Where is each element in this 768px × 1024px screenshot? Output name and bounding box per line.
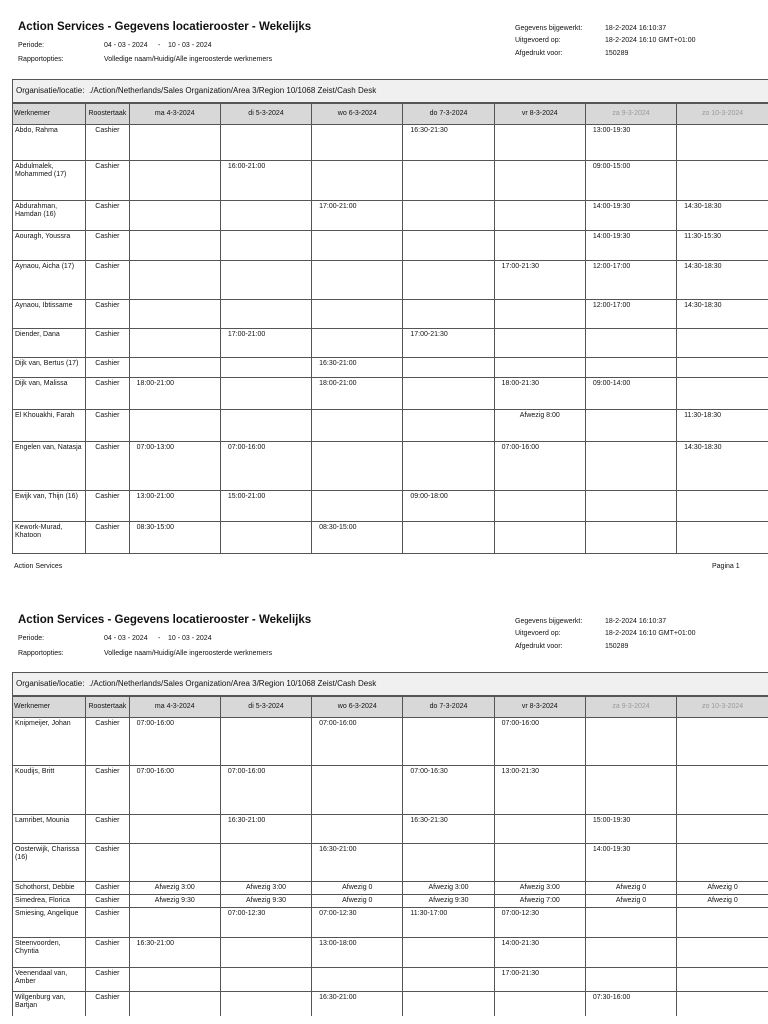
- shift-cell: [312, 329, 403, 358]
- shift-cell: 17:00-21:30: [494, 968, 585, 992]
- shift-cell: [585, 908, 676, 938]
- org-label: Organisatie/locatie:: [16, 679, 85, 688]
- roster-task: Cashier: [86, 882, 130, 895]
- shift-cell: 16:30-21:30: [403, 815, 494, 844]
- employee-name: Dijk van, Bertus (17): [13, 358, 86, 378]
- shift-cell: [494, 844, 585, 882]
- shift-cell: [403, 410, 494, 442]
- shift-cell: 13:00-19:30: [585, 125, 676, 161]
- shift-cell: 07:00-16:30: [403, 766, 494, 815]
- roster-task: Cashier: [86, 908, 130, 938]
- shift-cell: [677, 161, 768, 201]
- report-title: Action Services - Gegevens locatierooster - Wekelijks: [18, 614, 312, 626]
- shift-cell: [129, 358, 220, 378]
- shift-cell: 14:00-19:30: [585, 844, 676, 882]
- shift-cell: [312, 815, 403, 844]
- shift-cell: [312, 231, 403, 261]
- shift-cell: [220, 358, 311, 378]
- shift-cell: [585, 766, 676, 815]
- shift-cell: 13:00-18:00: [312, 938, 403, 968]
- shift-cell: [403, 718, 494, 766]
- shift-cell: [677, 329, 768, 358]
- shift-cell: [585, 442, 676, 491]
- employee-name: Diender, Dana: [13, 329, 86, 358]
- shift-cell: 07:00-16:00: [220, 766, 311, 815]
- shift-cell: 17:00-21:30: [494, 261, 585, 300]
- table-row: [13, 718, 768, 766]
- employee-name: Smiesing, Angelique: [13, 908, 86, 938]
- shift-cell: 14:00-19:30: [585, 201, 676, 231]
- shift-cell: 16:00-21:00: [220, 161, 311, 201]
- org-label: Organisatie/locatie:: [16, 86, 85, 95]
- shift-cell: 09:00-15:00: [585, 161, 676, 201]
- uitgevoerd-value: 18-2-2024 16:10 GMT+01:00: [605, 37, 696, 44]
- shift-cell: [494, 358, 585, 378]
- periode-label: Periode:: [18, 42, 45, 49]
- shift-cell: 07:00-13:00: [129, 442, 220, 491]
- shift-cell: [403, 201, 494, 231]
- shift-cell: [677, 718, 768, 766]
- rapport-label: Rapportopties:: [18, 56, 64, 63]
- shift-cell: [677, 908, 768, 938]
- column-header-day: vr 8-3-2024: [494, 697, 585, 718]
- table-row: [13, 201, 768, 231]
- column-header-employee: Werknemer: [13, 104, 86, 125]
- roster-task: Cashier: [86, 968, 130, 992]
- shift-cell: [403, 522, 494, 553]
- shift-cell: [312, 491, 403, 522]
- shift-cell: [220, 300, 311, 329]
- column-header-day: do 7-3-2024: [403, 104, 494, 125]
- employee-name: Ewijk van, Thijn (16): [13, 491, 86, 522]
- shift-cell: 11:30-17:00: [403, 908, 494, 938]
- shift-cell: [403, 378, 494, 410]
- shift-cell: [403, 300, 494, 329]
- table-row: [13, 882, 768, 895]
- table-row: [13, 938, 768, 968]
- shift-cell: Afwezig 0: [677, 882, 768, 895]
- column-header-day: di 5-3-2024: [220, 697, 311, 718]
- roster-task: Cashier: [86, 491, 130, 522]
- roster-task: Cashier: [86, 261, 130, 300]
- shift-cell: 07:00-12:30: [494, 908, 585, 938]
- column-header-day: wo 6-3-2024: [312, 697, 403, 718]
- header-row: [13, 697, 768, 718]
- periode-end: 10 - 03 - 2024: [168, 42, 212, 49]
- shift-cell: [220, 718, 311, 766]
- shift-cell: [494, 161, 585, 201]
- shift-cell: [220, 201, 311, 231]
- shift-cell: [494, 125, 585, 161]
- shift-cell: 16:30-21:00: [312, 358, 403, 378]
- afgedrukt-value: 150289: [605, 50, 629, 57]
- shift-cell: [677, 815, 768, 844]
- org-location: [13, 673, 768, 696]
- periode-separator: -: [158, 42, 161, 49]
- table-row: [13, 442, 768, 491]
- shift-cell: [403, 358, 494, 378]
- periode-separator: -: [158, 635, 161, 642]
- employee-name: Abdurahman, Hamdan (16): [13, 201, 86, 231]
- shift-cell: [585, 329, 676, 358]
- roster-task: Cashier: [86, 410, 130, 442]
- column-header-employee: Werknemer: [13, 697, 86, 718]
- column-header-day: wo 6-3-2024: [312, 104, 403, 125]
- shift-cell: [403, 442, 494, 491]
- shift-cell: [677, 844, 768, 882]
- shift-cell: [312, 261, 403, 300]
- shift-cell: [403, 231, 494, 261]
- roster-task: Cashier: [86, 201, 130, 231]
- shift-cell: [494, 992, 585, 1016]
- shift-cell: 07:00-16:00: [494, 718, 585, 766]
- shift-cell: [677, 378, 768, 410]
- shift-cell: 08:30-15:00: [312, 522, 403, 553]
- rapport-value: Volledige naam/Huidig/Alle ingeroosterde werknemers: [104, 56, 273, 63]
- roster-task: Cashier: [86, 125, 130, 161]
- shift-cell: [220, 231, 311, 261]
- shift-cell: [677, 968, 768, 992]
- table-row: [13, 766, 768, 815]
- schedule-table: [13, 696, 768, 1016]
- table-row: [13, 815, 768, 844]
- org-value: ./Action/Netherlands/Sales Organization/Area 3/Region 10/1068 Zeist/Cash Desk: [88, 86, 377, 95]
- shift-cell: [312, 442, 403, 491]
- shift-cell: 16:30-21:00: [312, 844, 403, 882]
- roster-task: Cashier: [86, 522, 130, 553]
- shift-cell: [220, 410, 311, 442]
- shift-cell: Afwezig 3:00: [220, 882, 311, 895]
- shift-cell: [585, 718, 676, 766]
- shift-cell: 11:30-18:30: [677, 410, 768, 442]
- column-header-day: zo 10-3-2024: [677, 104, 768, 125]
- roster-task: Cashier: [86, 300, 130, 329]
- shift-cell: [129, 161, 220, 201]
- shift-cell: 18:00-21:00: [312, 378, 403, 410]
- employee-name: Abdo, Rahma: [13, 125, 86, 161]
- periode-label: Periode:: [18, 635, 45, 642]
- shift-cell: 17:00-21:30: [403, 329, 494, 358]
- roster-task: Cashier: [86, 938, 130, 968]
- employee-name: Knipmeijer, Johan: [13, 718, 86, 766]
- shift-cell: [585, 938, 676, 968]
- shift-cell: Afwezig 3:00: [403, 882, 494, 895]
- shift-cell: 14:30-18:30: [677, 261, 768, 300]
- shift-cell: 14:30-18:30: [677, 201, 768, 231]
- shift-cell: [220, 992, 311, 1016]
- employee-name: Lamribet, Mounia: [13, 815, 86, 844]
- employee-name: El Khouakhi, Farah: [13, 410, 86, 442]
- shift-cell: 07:00-12:30: [220, 908, 311, 938]
- employee-name: Aynaou, Ibtissame: [13, 300, 86, 329]
- column-header-day: zo 10-3-2024: [677, 697, 768, 718]
- shift-cell: [677, 491, 768, 522]
- shift-cell: [403, 938, 494, 968]
- column-header-task: Roostertaak: [86, 104, 130, 125]
- shift-cell: Afwezig 0: [585, 895, 676, 908]
- shift-cell: 16:30-21:00: [129, 938, 220, 968]
- shift-cell: 07:00-16:00: [129, 718, 220, 766]
- shift-cell: 07:00-16:00: [494, 442, 585, 491]
- shift-cell: 12:00-17:00: [585, 300, 676, 329]
- table-row: [13, 378, 768, 410]
- shift-cell: Afwezig 8:00: [494, 410, 585, 442]
- table-row: [13, 844, 768, 882]
- shift-cell: 13:00-21:30: [494, 766, 585, 815]
- table-row: [13, 161, 768, 201]
- employee-name: Dijk van, Malissa: [13, 378, 86, 410]
- shift-cell: [220, 378, 311, 410]
- table-row: [13, 908, 768, 938]
- employee-name: Engelen van, Natasja: [13, 442, 86, 491]
- afgedrukt-label: Afgedrukt voor:: [515, 50, 563, 57]
- shift-cell: [585, 358, 676, 378]
- shift-cell: [585, 522, 676, 553]
- shift-cell: Afwezig 7:00: [494, 895, 585, 908]
- shift-cell: 16:30-21:30: [403, 125, 494, 161]
- shift-cell: Afwezig 9:30: [129, 895, 220, 908]
- shift-cell: [403, 968, 494, 992]
- shift-cell: [494, 300, 585, 329]
- shift-cell: [677, 522, 768, 553]
- shift-cell: [403, 992, 494, 1016]
- table-row: [13, 231, 768, 261]
- shift-cell: 07:00-12:30: [312, 908, 403, 938]
- table-row: [13, 992, 768, 1016]
- shift-cell: [220, 522, 311, 553]
- periode-start: 04 - 03 - 2024: [104, 635, 148, 642]
- afgedrukt-value: 150289: [605, 643, 629, 650]
- shift-cell: 07:00-16:00: [129, 766, 220, 815]
- table-row: [13, 968, 768, 992]
- shift-cell: [403, 261, 494, 300]
- shift-cell: Afwezig 0: [677, 895, 768, 908]
- shift-cell: Afwezig 9:30: [403, 895, 494, 908]
- shift-cell: [220, 125, 311, 161]
- shift-cell: 18:00-21:30: [494, 378, 585, 410]
- schedule-table: [13, 103, 768, 553]
- shift-cell: [312, 300, 403, 329]
- uitgevoerd-label: Uitgevoerd op:: [515, 37, 561, 44]
- table-row: [13, 125, 768, 161]
- table-row: [13, 522, 768, 553]
- footer-left: Action Services: [14, 563, 63, 570]
- shift-cell: 14:00-19:30: [585, 231, 676, 261]
- roster-task: Cashier: [86, 718, 130, 766]
- org-location: [13, 80, 768, 103]
- shift-cell: 11:30-15:30: [677, 231, 768, 261]
- shift-cell: 14:00-21:30: [494, 938, 585, 968]
- roster-task: Cashier: [86, 992, 130, 1016]
- table-row: [13, 410, 768, 442]
- shift-cell: [129, 410, 220, 442]
- roster-task: Cashier: [86, 329, 130, 358]
- schedule-frame: [12, 672, 768, 1016]
- shift-cell: 17:00-21:00: [312, 201, 403, 231]
- shift-cell: 12:00-17:00: [585, 261, 676, 300]
- roster-task: Cashier: [86, 161, 130, 201]
- table-row: [13, 261, 768, 300]
- shift-cell: [129, 261, 220, 300]
- table-row: [13, 329, 768, 358]
- column-header-day: do 7-3-2024: [403, 697, 494, 718]
- shift-cell: [220, 261, 311, 300]
- employee-name: Schothorst, Debbie: [13, 882, 86, 895]
- bijgewerkt-label: Gegevens bijgewerkt:: [515, 25, 583, 32]
- shift-cell: 13:00-21:00: [129, 491, 220, 522]
- roster-task: Cashier: [86, 378, 130, 410]
- employee-name: Simedrea, Florica: [13, 895, 86, 908]
- periode-start: 04 - 03 - 2024: [104, 42, 148, 49]
- shift-cell: [677, 992, 768, 1016]
- table-row: [13, 491, 768, 522]
- shift-cell: Afwezig 3:00: [494, 882, 585, 895]
- shift-cell: [312, 766, 403, 815]
- shift-cell: [677, 125, 768, 161]
- shift-cell: [677, 938, 768, 968]
- bijgewerkt-value: 18-2-2024 16:10:37: [605, 25, 667, 32]
- shift-cell: [677, 766, 768, 815]
- roster-task: Cashier: [86, 231, 130, 261]
- shift-cell: [494, 491, 585, 522]
- shift-cell: [129, 968, 220, 992]
- table-row: [13, 895, 768, 908]
- employee-name: Steenvoorden, Chyntia: [13, 938, 86, 968]
- rapport-label: Rapportopties:: [18, 650, 64, 657]
- roster-task: Cashier: [86, 766, 130, 815]
- shift-cell: [403, 844, 494, 882]
- shift-cell: 09:00-14:00: [585, 378, 676, 410]
- shift-cell: [494, 231, 585, 261]
- employee-name: Wilgenburg van, Bartjan: [13, 992, 86, 1016]
- shift-cell: [494, 329, 585, 358]
- table-row: [13, 358, 768, 378]
- employee-name: Oosterwijk, Charissa (16): [13, 844, 86, 882]
- shift-cell: Afwezig 0: [312, 882, 403, 895]
- afgedrukt-label: Afgedrukt voor:: [515, 643, 563, 650]
- uitgevoerd-value: 18-2-2024 16:10 GMT+01:00: [605, 630, 696, 637]
- employee-name: Koudijs, Britt: [13, 766, 86, 815]
- bijgewerkt-label: Gegevens bijgewerkt:: [515, 618, 583, 625]
- shift-cell: [494, 201, 585, 231]
- shift-cell: [677, 358, 768, 378]
- column-header-day: di 5-3-2024: [220, 104, 311, 125]
- shift-cell: 18:00-21:00: [129, 378, 220, 410]
- shift-cell: 14:30-18:30: [677, 442, 768, 491]
- roster-task: Cashier: [86, 815, 130, 844]
- shift-cell: [129, 908, 220, 938]
- shift-cell: [312, 161, 403, 201]
- shift-cell: Afwezig 9:30: [220, 895, 311, 908]
- column-header-day: za 9-3-2024: [585, 697, 676, 718]
- shift-cell: [129, 300, 220, 329]
- employee-name: Veenendaal van, Amber: [13, 968, 86, 992]
- employee-name: Kework-Murad, Khatoon: [13, 522, 86, 553]
- column-header-day: vr 8-3-2024: [494, 104, 585, 125]
- shift-cell: [585, 968, 676, 992]
- shift-cell: 08:30-15:00: [129, 522, 220, 553]
- shift-cell: Afwezig 0: [585, 882, 676, 895]
- shift-cell: [129, 329, 220, 358]
- shift-cell: [129, 844, 220, 882]
- footer-page-number: Pagina 1: [712, 563, 740, 570]
- report-page-2: [0, 595, 768, 1024]
- employee-name: Aynaou, Aicha (17): [13, 261, 86, 300]
- report-title: Action Services - Gegevens locatierooster - Wekelijks: [18, 21, 312, 33]
- roster-task: Cashier: [86, 442, 130, 491]
- shift-cell: Afwezig 0: [312, 895, 403, 908]
- uitgevoerd-label: Uitgevoerd op:: [515, 630, 561, 637]
- shift-cell: [129, 231, 220, 261]
- shift-cell: 07:00-16:00: [220, 442, 311, 491]
- shift-cell: [312, 410, 403, 442]
- shift-cell: [494, 522, 585, 553]
- roster-task: Cashier: [86, 358, 130, 378]
- roster-task: Cashier: [86, 844, 130, 882]
- shift-cell: 15:00-19:30: [585, 815, 676, 844]
- table-row: [13, 300, 768, 329]
- employee-name: Aouragh, Youssra: [13, 231, 86, 261]
- periode-end: 10 - 03 - 2024: [168, 635, 212, 642]
- column-header-day: ma 4-3-2024: [129, 104, 220, 125]
- bijgewerkt-value: 18-2-2024 16:10:37: [605, 618, 667, 625]
- shift-cell: 16:30-21:00: [220, 815, 311, 844]
- shift-cell: 14:30-18:30: [677, 300, 768, 329]
- shift-cell: 15:00-21:00: [220, 491, 311, 522]
- rapport-value: Volledige naam/Huidig/Alle ingeroosterde werknemers: [104, 650, 273, 657]
- column-header-day: za 9-3-2024: [585, 104, 676, 125]
- shift-cell: 07:30-16:00: [585, 992, 676, 1016]
- header-row: [13, 104, 768, 125]
- shift-cell: 09:00-18:00: [403, 491, 494, 522]
- shift-cell: [220, 968, 311, 992]
- shift-cell: [312, 968, 403, 992]
- column-header-day: ma 4-3-2024: [129, 697, 220, 718]
- shift-cell: [585, 410, 676, 442]
- shift-cell: [220, 844, 311, 882]
- shift-cell: [129, 992, 220, 1016]
- shift-cell: 07:00-16:00: [312, 718, 403, 766]
- schedule-frame: [12, 79, 768, 554]
- column-header-task: Roostertaak: [86, 697, 130, 718]
- shift-cell: 16:30-21:00: [312, 992, 403, 1016]
- shift-cell: [585, 491, 676, 522]
- roster-task: Cashier: [86, 895, 130, 908]
- org-value: ./Action/Netherlands/Sales Organization/Area 3/Region 10/1068 Zeist/Cash Desk: [88, 679, 377, 688]
- employee-name: Abdulmalek, Mohammed (17): [13, 161, 86, 201]
- shift-cell: [403, 161, 494, 201]
- shift-cell: [129, 201, 220, 231]
- shift-cell: [129, 815, 220, 844]
- shift-cell: [312, 125, 403, 161]
- shift-cell: Afwezig 3:00: [129, 882, 220, 895]
- shift-cell: [129, 125, 220, 161]
- shift-cell: 17:00-21:00: [220, 329, 311, 358]
- shift-cell: [494, 815, 585, 844]
- shift-cell: [220, 938, 311, 968]
